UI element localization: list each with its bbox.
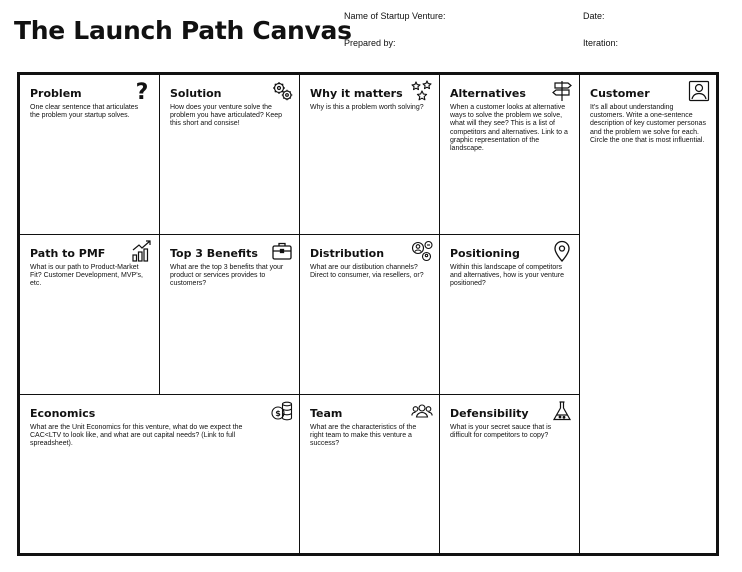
cell-title: Positioning [450,247,520,260]
cell-title: Defensibility [450,407,529,420]
coins-icon [271,400,293,422]
cell-title: Solution [170,87,222,100]
briefcase-icon [271,240,293,262]
person-icon [688,80,710,102]
growth-chart-icon [131,240,153,262]
page-title: The Launch Path Canvas [14,16,352,45]
cell-description: When a customer looks at alternative ways to solve the problem we solve, what will they see? This is a list of competitors and alternatives. Link to a graphic representation of the landscape. [450,104,568,153]
team-icon [411,400,433,422]
cell-description: Why is this a problem worth solving? [310,104,424,111]
cell-economics [19,394,300,554]
cell-description: What are our distibution channels? Direct to consumer, via resellers, or? [310,264,424,280]
gears-icon [271,80,293,102]
cell-title: Customer [590,87,650,100]
cell-description: What are the Unit Economics for this venture, what do we expect the CAC<LTV to look like, and what are out capital needs? (Link to full spreadsheet). [30,424,243,448]
cell-why-it-matters [299,74,440,235]
map-pin-icon [551,240,573,262]
cell-title: Economics [30,407,96,420]
cell-title: Alternatives [450,87,526,100]
cell-defensibility [439,394,580,554]
prepared-by-label: Prepared by: [344,38,396,48]
stars-icon [411,80,433,102]
cell-description: What is our path to Product-Market Fit? Customer Development, MVP's, etc. [30,264,143,288]
cell-problem [19,74,160,235]
cell-path-to-pmf [19,234,160,395]
cell-description: Within this landscape of competitors and alternatives, how is your venture positioned? [450,264,565,288]
iteration-label: Iteration: [583,38,619,48]
cell-title: Top 3 Benefits [170,247,258,260]
cell-customer [579,74,717,554]
cell-solution [159,74,300,235]
canvas-grid [17,72,719,556]
cell-description: What are the characteristics of the right team to make this venture a success? [310,424,417,448]
venture-name-label: Name of Startup Venture: [344,11,446,21]
flask-icon [551,400,573,422]
cell-title: Problem [30,87,82,100]
cell-top3-benefits [159,234,300,395]
cell-description: What are the top 3 benefits that your product or services provides to customers? [170,264,284,288]
cell-title: Why it matters [310,87,403,100]
cell-title: Team [310,407,343,420]
cell-alternatives [439,74,580,235]
cell-description: What is your secret sauce that is difficult for competitors to copy? [450,424,552,440]
cell-description: One clear sentence that articulates the problem your startup solves. [30,104,139,120]
cell-positioning [439,234,580,395]
cell-team [299,394,440,554]
cell-description: How does your venture solve the problem you have articulated? Keep this short and consise! [170,104,283,128]
question-mark-icon [131,80,153,102]
date-label: Date: [583,11,605,21]
cell-description: It's all about understanding customers. Write a one-sentence description of key customer personas and the problem we solve for each. Circle the one that is most influential. [590,104,706,144]
cell-title: Distribution [310,247,385,260]
svg-text:?: ? [135,80,149,102]
cell-title: Path to PMF [30,247,106,260]
svg-text:$: $ [275,409,281,418]
signpost-icon [551,80,573,102]
network-icon [411,240,433,262]
cell-distribution [299,234,440,395]
